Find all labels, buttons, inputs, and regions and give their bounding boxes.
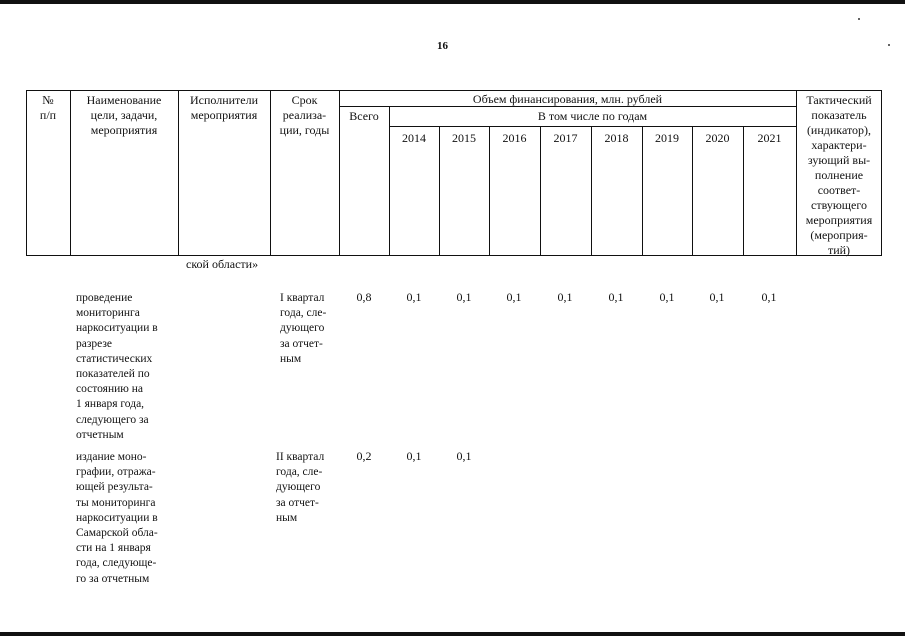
header-year-2015: 2015: [452, 131, 476, 145]
header-bottom-line: [26, 255, 882, 256]
header-year-2021: 2021: [757, 131, 782, 145]
row-1-term: I квартал года, сле- дующего за отчет- ным: [280, 292, 327, 365]
page-number: 16: [437, 40, 448, 52]
row-2-total: 0,2: [356, 449, 372, 463]
row-1-name: проведение мониторинга наркоситуации в разрезе статистических показателей по состоянию на 1 января года, следующего за отчетным: [76, 292, 158, 441]
col-sep: [389, 106, 390, 256]
row-1-value-2019: 0,1: [659, 290, 675, 304]
scan-speck: [858, 18, 860, 20]
row-2-value-2014: 0,1: [406, 449, 422, 463]
header-num: № п/п: [39, 93, 57, 122]
row-1-value-2021: 0,1: [761, 290, 777, 304]
header-year-2016: 2016: [502, 131, 527, 145]
header-name: Наименование цели, задачи, мероприятия: [86, 93, 162, 137]
header-executors: Исполнители мероприятия: [189, 93, 259, 122]
header-total: Всего: [349, 109, 379, 123]
row-1-value-2018: 0,1: [608, 290, 624, 304]
row-2-term: II квартал года, сле- дующего за отчет- ным: [276, 451, 325, 524]
years-subline: [389, 126, 796, 127]
table-header: [26, 90, 882, 256]
row-2-value-2015: 0,1: [456, 449, 472, 463]
row-1-value-2015: 0,1: [456, 290, 472, 304]
row-1-value-2017: 0,1: [557, 290, 573, 304]
header-year-2020: 2020: [705, 131, 730, 145]
row-1-value-2020: 0,1: [709, 290, 725, 304]
row-2-name: издание моно- графии, отража- ющей результа- ты мониторинга наркоситуации в Самарской обла- сти на 1 января года, следующе- го за отчетным: [76, 451, 158, 585]
header-year-2014: 2014: [402, 131, 426, 145]
scan-speck: [888, 44, 890, 46]
header-term: Срок реализа- ции, годы: [279, 93, 330, 137]
bottom-border-rule: [0, 632, 905, 636]
header-year-2019: 2019: [655, 131, 679, 145]
header-year-2018: 2018: [604, 131, 629, 145]
top-border-rule: [0, 0, 905, 4]
row-1-value-2014: 0,1: [406, 290, 422, 304]
header-funding: Объем финансирования, млн. рублей: [472, 92, 663, 106]
carryover-text: ской области»: [186, 257, 259, 271]
header-by-years: В том числе по годам: [537, 109, 648, 123]
row-1-total: 0,8: [356, 290, 372, 304]
header-indicator: Тактический показатель (индикатор), характери- зующий вы- полнение соответ- ствующего мероприятия (мероприя- тий): [805, 93, 873, 257]
row-1-value-2016: 0,1: [506, 290, 522, 304]
header-year-2017: 2017: [553, 131, 578, 145]
